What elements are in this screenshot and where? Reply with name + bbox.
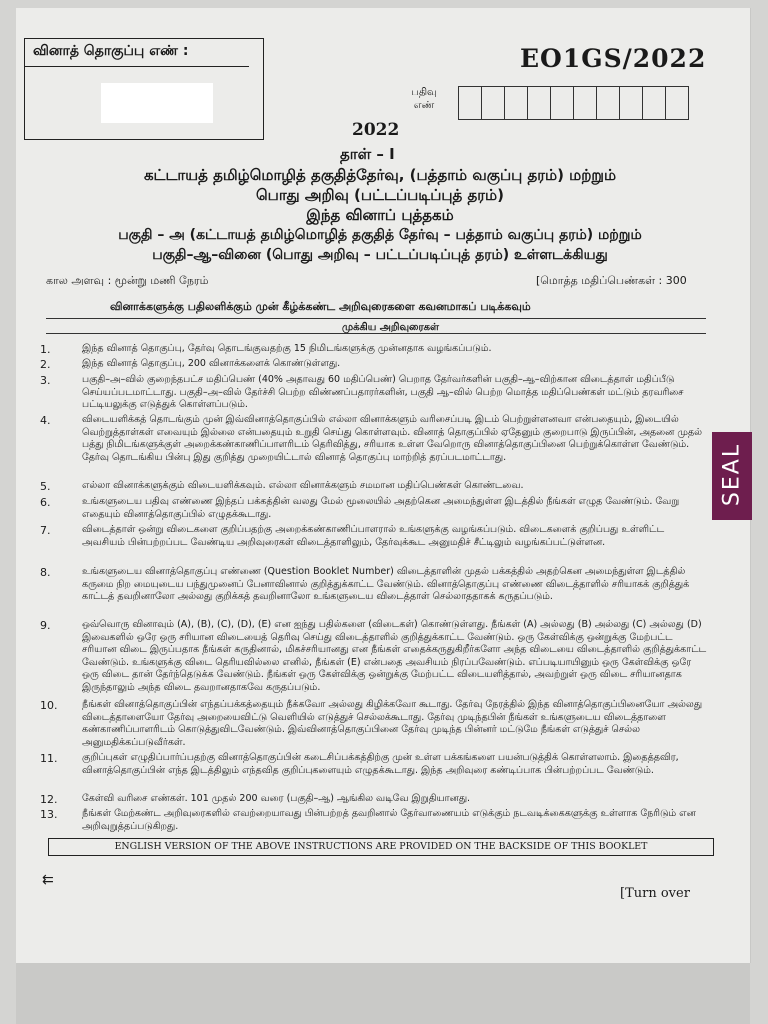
- instruction-number: 5.: [40, 480, 51, 493]
- instruction-number: 1.: [40, 343, 51, 356]
- register-label-line2: எண்: [413, 100, 435, 111]
- instruction-number: 4.: [40, 414, 51, 427]
- double-left-arrows-icon: ⇇: [42, 872, 54, 888]
- top-divider: [46, 318, 706, 319]
- instruction-number: 12.: [40, 793, 58, 806]
- paper-number: தாள் – I: [340, 145, 395, 163]
- register-digit-box[interactable]: [527, 86, 551, 120]
- instruction-text: ஒவ்வொரு வினாவும் (A), (B), (C), (D), (E) என ஐந்து பதில்களை (விடைகள்) கொண்டுள்ளது. நீங்கள் (A) அல்லது (B) அல்லது (C) அல்லது (D) இவைகளில் ஒரே ஒரு சரியான விடையைத் தெரிவு செய்து விடைத்தாளில் குறித்துக்காட்ட வேண்டும். ஒரு கேள்விக்கு ஒன்றுக்கு மேற்பட்ட சரியான விடை இருப்பதாக நீங்கள் கருதினால், மிகச்சரியானது என நீங்கள் எதைக்கருதுகிறீர்களோ அந்த விடையை விடைத்தாளில் குறித்துக்காட்ட வேண்டும். உங்களுக்கு விடை தெரியவில்லை எனில், நீங்கள் (E) என்பதை அவசியம் நிரப்பவேண்டும். எப்படியாயினும் ஒரு கேள்விக்கு ஒரே ஒரு விடை தான் தேர்ந்தெடுக்க வேண்டும். நீங்கள் ஒரு கேள்விக்கு ஒன்றுக்கு மேற்பட்ட விடையளித்தால், அவற்றுள் ஒரு விடை சரியானதாக இருந்தாலும் அந்த விடை தவறானதாகவே கருதப்படும்.: [82, 619, 707, 693]
- instruction-text: உங்களுடைய வினாத்தொகுப்பு எண்ணை (Question Booklet Number) விடைத்தாளின் முதல் பக்கத்தில் அதற்கென அமைந்துள்ள இடத்தில் கருமை நிற மையுடைய பந்துமுனைப் பேனாவினால் குறித்துக்காட்ட வேண்டும். வினாத்தொகுப்பு எண்ணை விடைத்தாளில் சரியாகக் குறித்துக் காட்டத் தவறினாலோ அல்லது குறிக்கத் தவறினாலோ உங்களுடைய விடைத்தாள் செல்லாததாகக் கருதப்படும்.: [82, 566, 690, 603]
- instruction-number: 3.: [40, 374, 51, 387]
- register-digit-box[interactable]: [573, 86, 597, 120]
- register-digit-box[interactable]: [481, 86, 505, 120]
- question-booklet-label: வினாத் தொகுப்பு எண் :: [25, 39, 249, 67]
- exam-code: EO1GS/2022: [520, 44, 707, 73]
- instruction-number: 8.: [40, 566, 51, 579]
- instruction-number: 6.: [40, 496, 51, 509]
- redacted-booklet-number: [101, 83, 213, 123]
- register-number-boxes[interactable]: [458, 86, 688, 120]
- instruction-number: 7.: [40, 524, 51, 537]
- register-digit-box[interactable]: [642, 86, 666, 120]
- instruction-number: 11.: [40, 752, 58, 765]
- register-number-label: [404, 86, 444, 112]
- instruction-text: எல்லா வினாக்களுக்கும் விடையளிக்கவும். எல்லா வினாக்களும் சமமான மதிப்பெண்கள் கொண்டவை.: [82, 480, 524, 491]
- scanner-background: [16, 963, 750, 1024]
- turn-over-label: [Turn over: [620, 886, 690, 901]
- instruction-text: விடையளிக்கத் தொடங்கும் முன் இவ்வினாத்தொகுப்பில் எல்லா வினாக்களும் வரிசைப்படி இடம் பெற்றுள்ளனவா என்பதையும், இடையில் வெற்றுத்தாள்கள் எவையும் இல்லை என்பதையும் உறுதி செய்து கொள்ளவும். வினாத் தொகுப்பில் ஏதேனும் குறைபாடு இருப்பின், அதனை முதல் பத்து நிமிடங்களுக்குள் அறைக்கண்காணிப்பாளரிடம் தெரிவித்து, சரியாக உள்ள வேறொரு வினாத்தொகுப்பினை பெற்றுக்கொள்ள வேண்டும். தேர்வு தொடங்கிய பின்பு இது குறித்து முறையிட்டால் வினாத் தொகுப்பு மாற்றித் தரப்படமாட்டாது.: [82, 414, 703, 463]
- question-booklet-number-box: [24, 38, 264, 140]
- english-version-note: ENGLISH VERSION OF THE ABOVE INSTRUCTIONS ARE PROVIDED ON THE BACKSIDE OF THIS BOOKLET: [48, 838, 714, 856]
- instruction-text: கேள்வி வரிசை எண்கள். 101 முதல் 200 வரை (பகுதி–ஆ) ஆங்கில வடிவே இறுதியானது.: [82, 793, 471, 804]
- seal-label: SEAL: [719, 442, 745, 507]
- important-instructions-heading: முக்கிய அறிவுரைகள்: [342, 322, 440, 333]
- instruction-text: பகுதி–அ–வில் குறைந்தபட்ச மதிப்பெண் (40% அதாவது 60 மதிப்பெண்) பெறாத தேர்வர்களின் பகுதி–ஆ–விற்கான விடைத்தாள் மதிப்பீடு செய்யப்படமாட்டாது. பகுதி–அ–வில் தேர்ச்சி பெற்ற விண்ணப்பதாரர்களின், பகுதி ஆ–வில் பெற்ற மொத்த மதிப்பெண்கள் மட்டும் தரவரிசை பட்டியலுக்கு எடுத்துக் கொள்ளப்படும்.: [82, 374, 684, 411]
- exam-duration: கால அளவு : மூன்று மணி நேரம்: [46, 274, 209, 287]
- read-instructions-advice: வினாக்களுக்கு பதிலளிக்கும் முன் கீழ்க்கண்ட அறிவுரைகளை கவனமாகப் படிக்கவும்: [110, 300, 531, 313]
- exam-year: 2022: [352, 120, 400, 140]
- title-line-2: பொது அறிவு (பட்டப்படிப்புத் தரம்): [256, 186, 504, 204]
- register-digit-box[interactable]: [619, 86, 643, 120]
- instruction-number: 13.: [40, 808, 58, 821]
- instruction-number: 2.: [40, 358, 51, 371]
- instruction-text: நீங்கள் வினாத்தொகுப்பின் எந்தப்பக்கத்தையும் நீக்கவோ அல்லது கிழிக்கவோ கூடாது. தேர்வு நேரத்தில் இந்த வினாத்தொகுப்பினையோ அல்லது விடைத்தாளையோ தேர்வு அறையைவிட்டு வெளியில் எடுத்துச் செல்லக்கூடாது. தேர்வு முடிந்தபின் நீங்கள் உங்களுடைய விடைத்தாளை கண்காணிப்பாளரிடம் கொடுத்துவிடவேண்டும். இவ்வினாத்தொகுப்பினை தேர்வு முடிந்த பின்னர் மட்டுமே நீங்கள் எடுத்துச் செல்ல அனுமதிக்கப்படுவீர்கள்.: [82, 699, 703, 748]
- title-line-4: பகுதி – அ (கட்டாயத் தமிழ்மொழித் தகுதித் தேர்வு – பத்தாம் வகுப்பு தரம்) மற்றும்: [118, 227, 642, 243]
- register-label-line1: பதிவு: [411, 87, 437, 98]
- register-digit-box[interactable]: [504, 86, 528, 120]
- register-digit-box[interactable]: [550, 86, 574, 120]
- title-line-5: பகுதி–ஆ–வினை (பொது அறிவு – பட்டப்படிப்புத் தரம்) உள்ளடக்கியது: [152, 247, 608, 263]
- title-line-3: இந்த வினாப் புத்தகம்: [306, 206, 454, 224]
- instruction-number: 10.: [40, 699, 58, 712]
- register-digit-box[interactable]: [665, 86, 689, 120]
- instruction-text: இந்த வினாத் தொகுப்பு, தேர்வு தொடங்குவதற்கு 15 நிமிடங்களுக்கு முன்னதாக வழங்கப்படும்.: [82, 343, 492, 354]
- heading-divider: [46, 333, 706, 334]
- maximum-marks: [மொத்த மதிப்பெண்கள் : 300: [536, 274, 687, 287]
- register-digit-box[interactable]: [458, 86, 482, 120]
- instruction-text: குறிப்புகள் எழுதிப்பார்ப்பதற்கு வினாத்தொகுப்பின் கடைசிப்பக்கத்திற்கு முன் உள்ள பக்கங்களை பயன்படுத்திக் கொள்ளலாம். இதைத்தவிர, வினாத்தொகுப்பின் எந்த இடத்திலும் எந்தவித குறிப்புகளையும் எழுதக்கூடாது. இந்த அறிவுரை கண்டிப்பாக பின்பற்றப்பட வேண்டும்.: [82, 752, 679, 776]
- register-digit-box[interactable]: [596, 86, 620, 120]
- instruction-text: விடைத்தாள் ஒன்று விடைகளை குறிப்பதற்கு அறைக்கண்காணிப்பாளரால் உங்களுக்கு வழங்கப்படும். விடைகளைக் குறிப்பது உள்ளிட்ட அவசியம் பின்பற்றப்பட வேண்டிய அறிவுரைகள் விடைத்தாளிலும், தேர்வுக்கூட அனுமதிச் சீட்டிலும் வழங்கப்பட்டுள்ளன.: [82, 524, 665, 548]
- instruction-text: இந்த வினாத் தொகுப்பு, 200 வினாக்களைக் கொண்டுள்ளது.: [82, 358, 341, 369]
- instruction-text: நீங்கள் மேற்கண்ட அறிவுரைகளில் எவற்றையாவது பின்பற்றத் தவறினால் தேர்வாணையம் எடுக்கும் நடவடிக்கைகளுக்கு உள்ளாக நேரிடும் என அறிவுறுத்தப்படுகிறது.: [82, 808, 696, 832]
- seal-tab: [712, 432, 752, 520]
- instruction-text: உங்களுடைய பதிவு எண்ணை இந்தப் பக்கத்தின் வலது மேல் மூலையில் அதற்கென அமைந்துள்ள இடத்தில் நீங்கள் எழுத வேண்டும். வேறு எதையும் வினாத்தொகுப்பில் எழுதக்கூடாது.: [82, 496, 680, 520]
- instruction-number: 9.: [40, 619, 51, 632]
- title-line-1: கட்டாயத் தமிழ்மொழித் தகுதித்தேர்வு, (பத்தாம் வகுப்பு தரம்) மற்றும்: [143, 166, 617, 184]
